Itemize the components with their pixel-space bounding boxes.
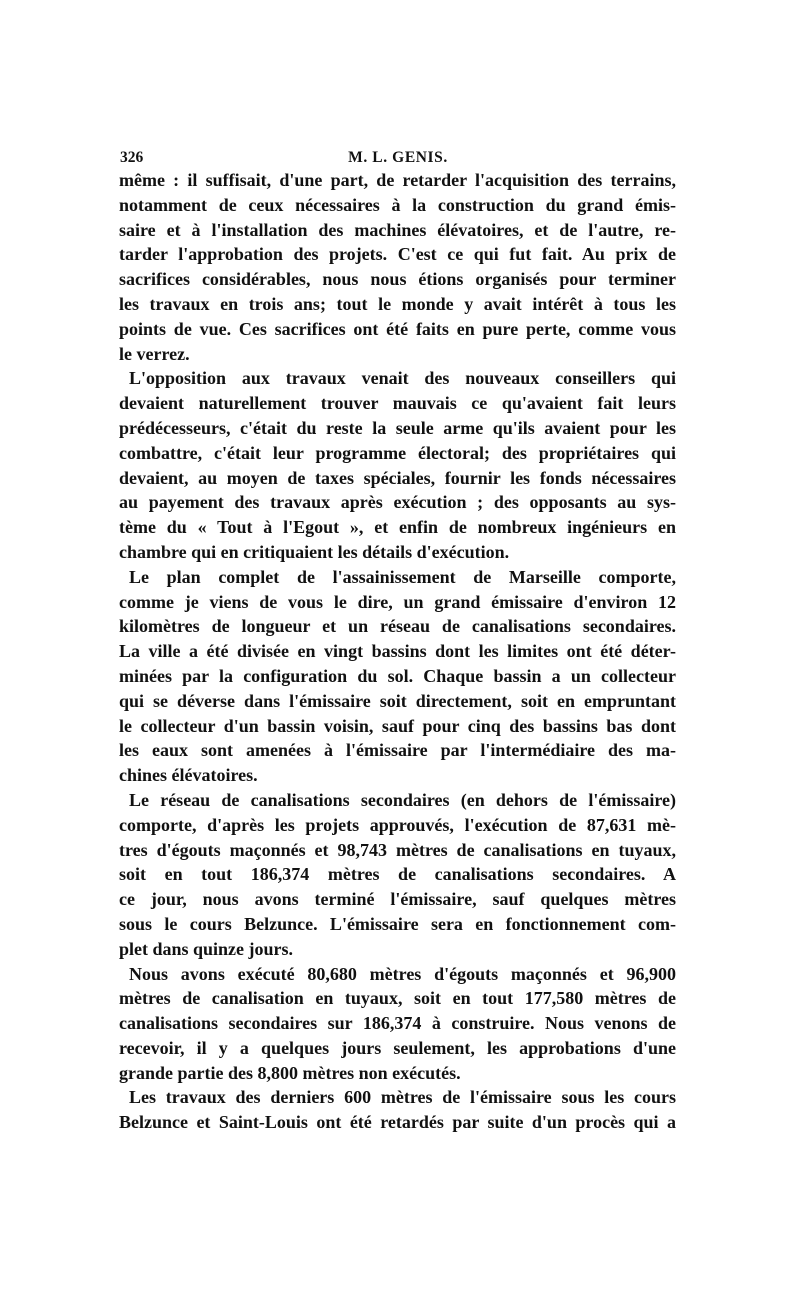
text-line: mètres de canalisation en tuyaux, soit en tout 177,580 mètres de	[119, 988, 676, 1009]
text-line: Nous avons exécuté 80,680 mètres d'égouts maçonnés et 96,900	[129, 963, 676, 984]
text-line: les travaux en trois ans; tout le monde y avait intérêt à tous les	[119, 293, 676, 314]
scanned-page	[108, 136, 676, 1168]
text-line: La ville a été divisée en vingt bassins dont les limites ont été déter-	[119, 641, 676, 662]
page-number: 326	[120, 149, 144, 166]
text-line: soit en tout 186,374 mètres de canalisations secondaires. A	[119, 864, 676, 885]
text-line: minées par la configuration du sol. Chaque bassin a un collecteur	[119, 665, 676, 686]
paragraph	[119, 366, 676, 564]
paragraph	[119, 788, 676, 962]
text-line: devaient, au moyen de taxes spéciales, fournir les fonds nécessaires	[119, 467, 676, 488]
text-line: chambre qui en critiquaient les détails d'exécution.	[119, 541, 510, 562]
text-line: canalisations secondaires sur 186,374 à construire. Nous venons de	[119, 1013, 676, 1034]
text-line: recevoir, il y a quelques jours seulement, les approbations d'une	[119, 1037, 676, 1058]
text-line: chines élévatoires.	[119, 765, 258, 786]
text-line: comporte, d'après les projets approuvés, l'exécution de 87,631 mè-	[119, 814, 676, 835]
text-line: au payement des travaux après exécution ; des opposants au sys-	[119, 492, 676, 513]
text-line: kilomètres de longueur et un réseau de canalisations secondaires.	[119, 616, 676, 637]
text-line: plet dans quinze jours.	[119, 938, 294, 959]
text-line: comme je viens de vous le dire, un grand émissaire d'environ 12	[119, 591, 676, 612]
text-line: tème du « Tout à l'Egout », et enfin de nombreux ingénieurs en	[119, 517, 676, 538]
text-line: combattre, c'était leur programme électoral; des propriétaires qui	[119, 442, 676, 463]
text-line: Belzunce et Saint-Louis ont été retardés par suite d'un procès qui a	[119, 1112, 676, 1133]
text-line: grande partie des 8,800 mètres non exécutés.	[119, 1062, 461, 1083]
text-line: tarder l'approbation des projets. C'est ce qui fut fait. Au prix de	[119, 244, 676, 265]
text-line: Le réseau de canalisations secondaires (en dehors de l'émissaire)	[129, 789, 676, 810]
text-line: saire et à l'installation des machines élévatoires, et de l'autre, re-	[119, 219, 676, 240]
text-line: notamment de ceux nécessaires à la construction du grand émis-	[119, 194, 676, 215]
text-line: devaient naturellement trouver mauvais ce qu'avaient fait leurs	[119, 393, 676, 414]
text-line: Les travaux des derniers 600 mètres de l'émissaire sous les cours	[129, 1087, 676, 1108]
text-line: le collecteur d'un bassin voisin, sauf pour cinq des bassins bas dont	[119, 715, 676, 736]
text-line: même : il suffisait, d'une part, de retarder l'acquisition des terrains,	[119, 170, 676, 190]
text-line: sous le cours Belzunce. L'émissaire sera en fonctionnement com-	[119, 913, 676, 934]
paragraph	[119, 565, 676, 788]
text-line: tres d'égouts maçonnés et 98,743 mètres de canalisations en tuyaux,	[119, 839, 676, 860]
text-line: qui se déverse dans l'émissaire soit directement, soit en empruntant	[119, 690, 676, 711]
text-line: le verrez.	[119, 343, 190, 364]
running-head: M. L. GENIS.	[348, 149, 448, 166]
text-line: ce jour, nous avons terminé l'émissaire, sauf quelques mètres	[119, 889, 676, 910]
paragraph	[119, 168, 676, 366]
text-line: L'opposition aux travaux venait des nouveaux conseillers qui	[129, 368, 676, 389]
text-line: prédécesseurs, c'était du reste la seule arme qu'ils avaient pour les	[119, 417, 676, 438]
text-line: Le plan complet de l'assainissement de Marseille comporte,	[129, 566, 676, 587]
paragraph	[119, 1085, 676, 1135]
text-line: les eaux sont amenées à l'émissaire par l'intermédiaire des ma-	[119, 740, 676, 761]
paragraph	[119, 962, 676, 1086]
body-text	[119, 168, 676, 1135]
text-line: points de vue. Ces sacrifices ont été faits en pure perte, comme vous	[119, 318, 676, 339]
text-line: sacrifices considérables, nous nous étions organisés pour terminer	[119, 269, 676, 290]
